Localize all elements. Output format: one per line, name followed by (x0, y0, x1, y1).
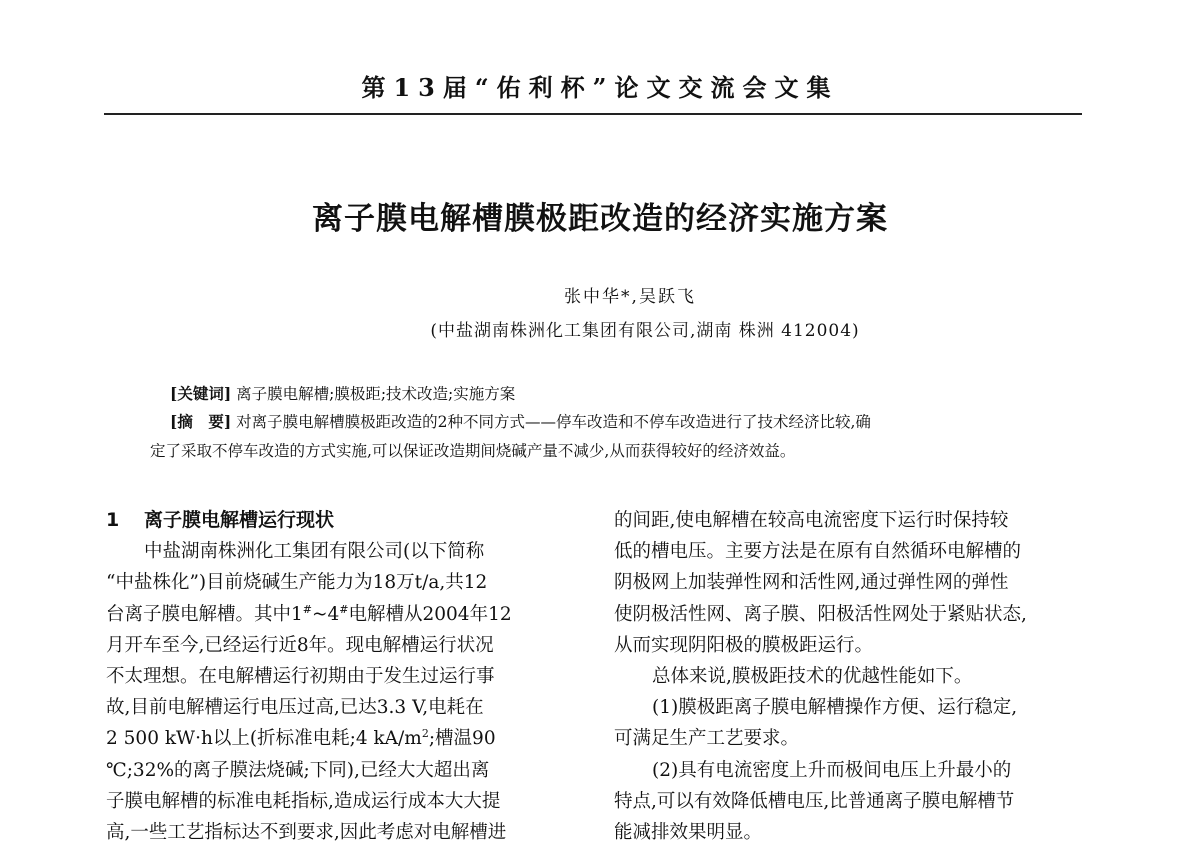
keywords-text: 离子膜电解槽;膜极距;技术改造;实施方案 (236, 385, 516, 403)
keywords-label: [关键词] (170, 384, 232, 403)
body-line: 能减排效果明显。 (614, 821, 763, 843)
abstract-text-1: 对离子膜电解槽膜极距改造的2种不同方式——停车改造和不停车改造进行了技术经济比较,确 (236, 413, 871, 431)
body-line-part: 电解槽从2004年12 (348, 603, 512, 625)
body-line: 高,一些工艺指标达不到要求,因此考虑对电解槽进 (106, 821, 507, 843)
body-line: 低的槽电压。主要方法是在原有自然循环电解槽的 (614, 541, 1022, 563)
running-header: 第13届“佑利杯”论文交流会文集 (361, 73, 839, 102)
body-line: (1)膜极距离子膜电解槽操作方便、运行稳定, (652, 697, 1018, 719)
body-line-part: 台离子膜电解槽。其中1 (106, 603, 303, 625)
body-line-part: 2 500 kW·h以上(折标准电耗;4 kA/m (106, 728, 422, 750)
right-column (614, 505, 1089, 848)
section-number: 1 (106, 509, 120, 531)
keywords (170, 381, 1090, 407)
body-line (106, 599, 581, 630)
body-line: 不太理想。在电解槽运行初期由于发生过运行事 (106, 665, 495, 687)
body-line: 可满足生产工艺要求。 (614, 728, 800, 750)
header-rule (104, 113, 1082, 115)
left-column (106, 505, 581, 848)
body-line: 月开车至今,已经运行近8年。现电解槽运行状况 (106, 634, 494, 656)
authors: 张中华*,吴跃飞 (564, 287, 696, 307)
abstract (150, 407, 1050, 466)
section-heading (106, 505, 581, 536)
body-line: 特点,可以有效降低槽电压,比普通离子膜电解槽节 (614, 790, 1015, 812)
body-line-part: ~4 (312, 603, 340, 625)
paper-title: 离子膜电解槽膜极距改造的经济实施方案 (312, 201, 888, 237)
abstract-line-2: 定了采取不停车改造的方式实施,可以保证改造期间烧碱产量不减少,从而获得较好的经济效益。 (150, 442, 796, 460)
body-line: 子膜电解槽的标准电耗指标,造成运行成本大大提 (106, 790, 501, 812)
body-line: 中盐湖南株洲化工集团有限公司(以下简称 (144, 541, 485, 563)
superscript: # (302, 602, 312, 616)
superscript: # (339, 602, 349, 616)
abstract-label: [摘 要] (170, 412, 232, 431)
body-line (106, 723, 581, 754)
body-line: 从而实现阴阳极的膜极距运行。 (614, 634, 874, 656)
body-line-part: ;槽温90 (428, 728, 496, 750)
body-line: 总体来说,膜极距技术的优越性能如下。 (652, 665, 973, 687)
body-line: ℃;32%的离子膜法烧碱;下同),已经大大超出离 (106, 759, 490, 781)
abstract-line-1 (150, 407, 1050, 437)
body-line: 故,目前电解槽运行电压过高,已达3.3 V,电耗在 (106, 697, 484, 719)
body-line: “中盐株化”)目前烧碱生产能力为18万t/a,共12 (106, 572, 488, 594)
affiliation: (中盐湖南株洲化工集团有限公司,湖南 株洲 412004) (430, 321, 860, 341)
body-line: 使阴极活性网、离子膜、阳极活性网处于紧贴状态, (614, 603, 1027, 625)
body-line: 的间距,使电解槽在较高电流密度下运行时保持较 (614, 510, 1009, 531)
section-title: 离子膜电解槽运行现状 (144, 509, 335, 531)
superscript: 2 (421, 727, 429, 741)
body-line: 阴极网上加装弹性网和活性网,通过弹性网的弹性 (614, 572, 1009, 594)
body-line: (2)具有电流密度上升而极间电压上升最小的 (652, 759, 1012, 781)
